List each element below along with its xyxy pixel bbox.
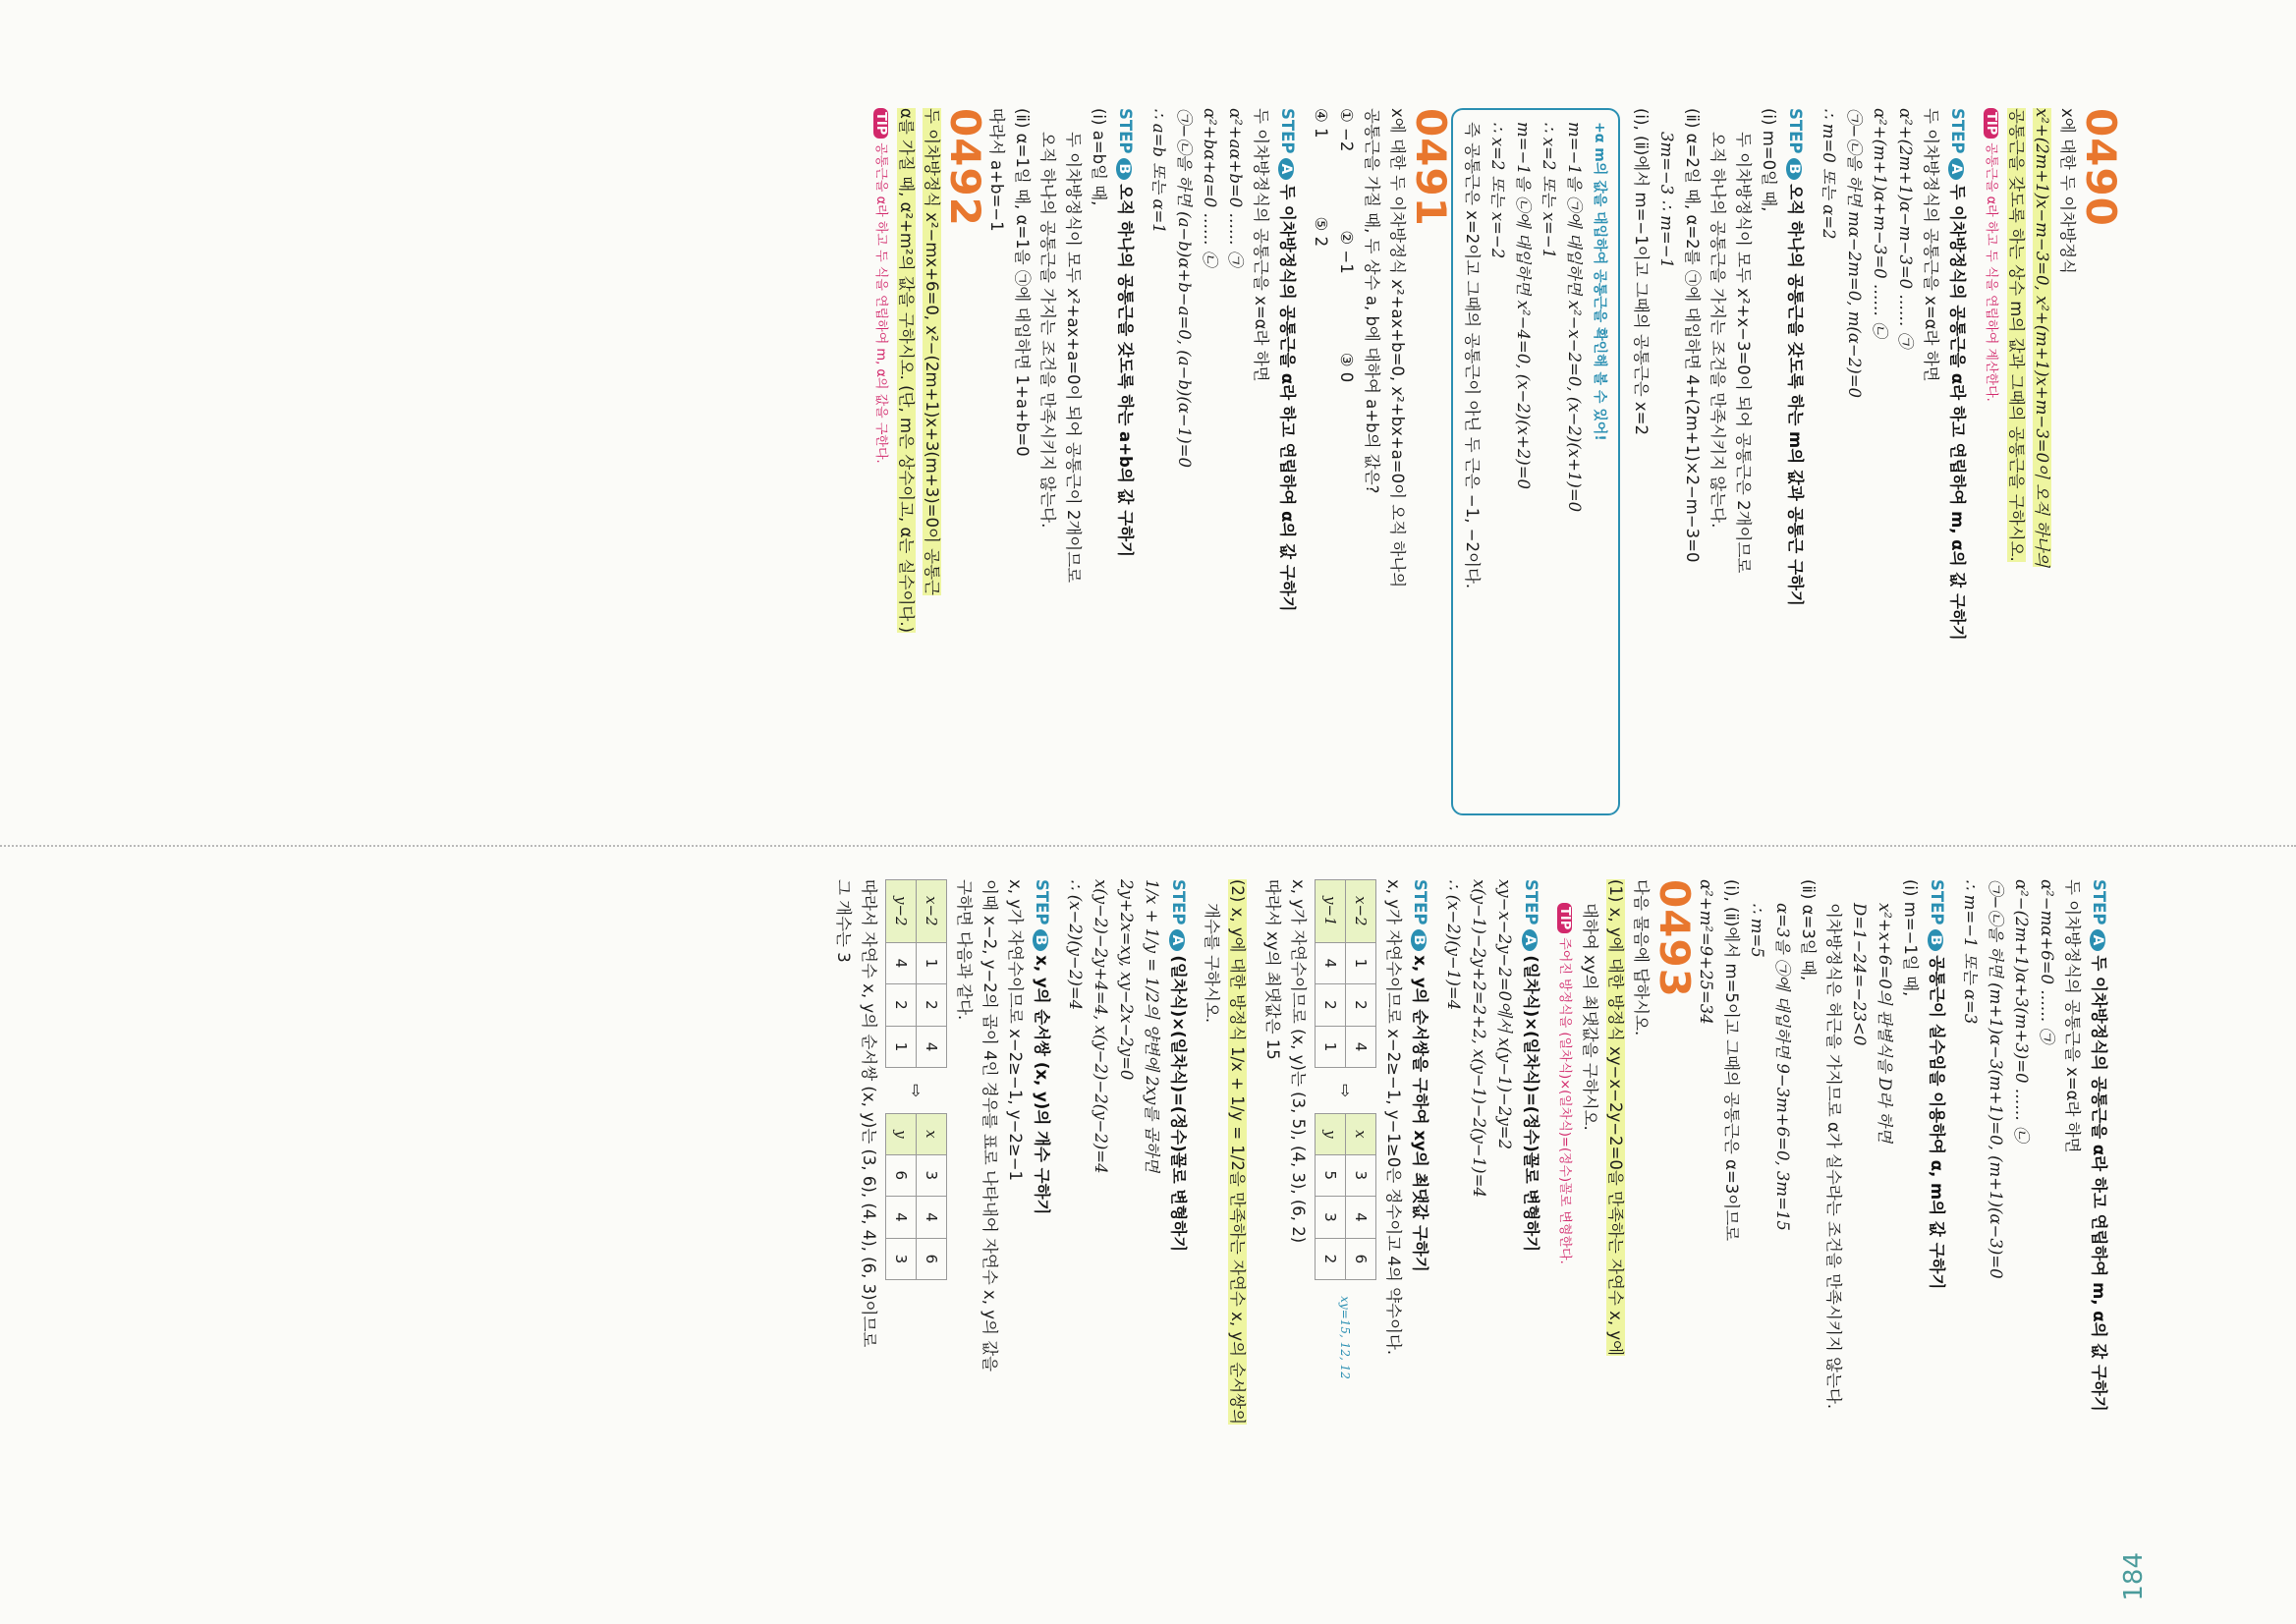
problem-text: x에 대한 두 이차방정식: [2058, 108, 2077, 274]
solution-line: 오직 하나의 공통근을 가지는 조건을 만족시키지 않는다.: [1038, 132, 1057, 529]
table-header: y: [886, 1114, 917, 1154]
value-table: [1315, 1113, 1376, 1280]
table-cell: 6: [886, 1154, 917, 1197]
arrow-icon: ⇨: [907, 1084, 926, 1098]
step-badge: B: [1786, 158, 1802, 181]
solution-line: (ⅰ) m=−1일 때,: [1901, 879, 1920, 997]
step-b-heading: [1406, 879, 1432, 1587]
table-cell: 2: [1316, 1238, 1346, 1280]
solution-line: (ⅰ) a=b일 때,: [1090, 108, 1108, 206]
solution-line: 오직 하나의 공통근을 가지는 조건을 만족시키지 않는다.: [1708, 132, 1727, 529]
equation-line: ∴ m=5: [1748, 903, 1766, 958]
equation-line: α²−(2m+1)α+3(m+3)=0 …… ㉡: [2012, 879, 2031, 1143]
choice: ⑤ 2: [1312, 216, 1330, 248]
problems-column-lower: [830, 879, 2119, 1587]
step-label: STEP: [1411, 879, 1429, 925]
equation-line: α²+(m+1)α+m−3=0 …… ㉡: [1871, 108, 1889, 338]
step-title: (일차식)×(일차식)=(정수)꼴로 변형하기: [1522, 955, 1540, 1253]
problem-text: x에 대한 두 이차방정식 x²+ax+b=0, x²+bx+a=0이 오직 하나의: [1388, 108, 1407, 588]
step-label: STEP: [1169, 879, 1188, 925]
equation-line: D=1−24=−23<0: [1850, 903, 1869, 1046]
step-b-heading: [1111, 108, 1138, 815]
table-cell: 4: [1316, 942, 1346, 984]
step-label: STEP: [1278, 108, 1297, 154]
problem-text: 공통근을 가질 때, 두 상수 a, b에 대하여 a+b의 값은?: [1363, 108, 1381, 494]
step-b-heading: [1028, 879, 1054, 1587]
solution-line: (ⅱ) α=2일 때, α=2를 ㉠에 대입하면 4+(2m+1)×2−m−3=0: [1683, 108, 1702, 563]
table-row: [1316, 880, 1346, 1068]
step-b-heading: [1923, 879, 1949, 1587]
problem-number-0492: 0492: [941, 108, 989, 227]
choice: ④ 1: [1312, 108, 1330, 139]
equation-line: x(y−2)−2y+4=4, x(y−2)−2(y−2)=4: [1092, 879, 1110, 1174]
equation-line: ∴ m=−1 또는 α=3: [1961, 879, 1980, 1025]
equation-line: ∴ (x−2)(y−1)=4: [1444, 879, 1463, 1011]
equation-line: x²+x+6=0의 판별식을 D라 하면: [1876, 903, 1894, 1144]
solution-line: x, y가 자연수이므로 x−2≥−1, y−1≥0은 정수이고 4의 약수이다.: [1384, 879, 1403, 1356]
table-cell: 3: [1346, 1154, 1376, 1197]
step-label: STEP: [1948, 108, 1967, 154]
box-line: m=−1을 ㉠에 대입하면 x²−x−2=0, (x−2)(x+1)=0: [1565, 122, 1584, 513]
table-cell: 3: [1316, 1197, 1346, 1239]
solution-line: 그 개수는 3: [834, 879, 853, 963]
table-header: x: [917, 1114, 947, 1154]
solution-line: (ⅱ) α=1일 때, α=1을 ㉠에 대입하면 1+a+b=0: [1013, 108, 1032, 457]
equation-line: 2y+2x=xy, xy−2x−2y=0: [1117, 879, 1136, 1081]
box-line: m=−1을 ㉡에 대입하면 x²−4=0, (x−2)(x+2)=0: [1514, 122, 1533, 490]
page-number: 184: [2119, 1552, 2149, 1601]
plus-alpha-icon: +α: [1592, 122, 1607, 143]
table-header: x−2: [1346, 880, 1376, 943]
step-badge: B: [1928, 929, 1943, 952]
step-a-heading: [1273, 108, 1300, 815]
equation-line: ∴ (x−2)(y−2)=4: [1066, 879, 1085, 1011]
answer-choices: [1308, 108, 1333, 815]
table-pair: [881, 879, 951, 1587]
problems-column-upper: [868, 108, 2125, 815]
table-cell: 2: [917, 984, 947, 1027]
step-b-heading: [1781, 108, 1808, 815]
choice: ③ 0: [1337, 352, 1356, 383]
equation-line: α²+aα+b=0 …… ㉠: [1226, 108, 1245, 267]
table-cell: 4: [917, 1197, 947, 1239]
tip-badge: TIP: [873, 108, 888, 139]
step-title: 두 이차방정식의 공통근을 α라 하고 연립하여 m, α의 값 구하기: [2090, 955, 2108, 1412]
tip-text: 주어진 방정식을 (일차식)×(일차식)=(정수)꼴로 변형한다.: [1557, 937, 1572, 1264]
solution-line: 따라서 xy의 최댓값은 15: [1263, 879, 1282, 1060]
step-badge: A: [2090, 929, 2105, 952]
tip-note: [1551, 879, 1577, 1587]
equation-line: ㉠−㉡을 하면 mα−2m=0, m(α−2)=0: [1845, 108, 1864, 399]
table-cell: 1: [1346, 942, 1376, 984]
table-row: [917, 880, 947, 1068]
table-cell: 4: [1346, 1197, 1376, 1239]
table-cell: 6: [917, 1238, 947, 1280]
step-title: 오직 하나의 공통근을 갖도록 하는 m의 값과 공통근 구하기: [1786, 184, 1805, 606]
tip-note: [1978, 108, 2003, 815]
equation-line: α²+m²=9+25=34: [1697, 879, 1715, 1025]
problem-text: 개수를 구하시오.: [1203, 903, 1221, 1024]
solution-line: 이때 x−2, y−2의 곱이 4인 경우를 표로 나타내어 자연수 x, y의 값을: [980, 879, 999, 1372]
solution-line: (ⅰ), (ⅱ)에서 m=−1이고 그때의 공통근은 x=2: [1632, 108, 1651, 435]
step-label: STEP: [1928, 879, 1946, 925]
solution-line: x, y가 자연수이므로 (x, y)는 (3, 5), (4, 3), (6, 2): [1289, 879, 1308, 1244]
step-label: STEP: [1522, 879, 1540, 925]
tip-note: [868, 108, 893, 815]
step-badge: B: [1411, 929, 1427, 952]
step-badge: A: [1948, 158, 1964, 181]
step-label: STEP: [1786, 108, 1805, 154]
solution-line: 따라서 자연수 x, y의 순서쌍 (x, y)는 (3, 6), (4, 4), (6, 3)이므로: [860, 879, 878, 1348]
table-row: [886, 880, 917, 1068]
tip-badge: TIP: [1557, 903, 1572, 933]
solution-line: 따라서 a+b=−1: [987, 108, 1006, 232]
equation-line: ∴ m=0 또는 α=2: [1820, 108, 1838, 240]
table-cell: 4: [886, 1197, 917, 1239]
box-line: 즉 공통근은 x=2이고 그때의 공통근이 아닌 두 근은 −1, −2이다.: [1463, 122, 1482, 589]
problem-text: (1) x, y에 대한 방정식 xy−x−2y−2=0을 만족하는 자연수 x, y에: [1606, 879, 1625, 1357]
factor-table: [885, 879, 947, 1068]
xy-note: xy=15, 12, 12: [1338, 1296, 1353, 1379]
step-title: x, y의 순서쌍 (x, y)의 개수 구하기: [1033, 955, 1051, 1215]
table-cell: 4: [917, 1026, 947, 1068]
table-row: [917, 1114, 947, 1280]
table-row: [1316, 1114, 1346, 1280]
equation-line: α²−mα+6=0 …… ㉠: [2038, 879, 2056, 1044]
step-a-heading: [1164, 879, 1191, 1587]
table-header: x: [1346, 1114, 1376, 1154]
equation-line: ㉠−㉡을 하면 (m+1)α−3(m+1)=0, (m+1)(α−3)=0: [1987, 879, 2005, 1279]
table-header: y−1: [1316, 880, 1346, 943]
step-a-heading: [2085, 879, 2111, 1587]
problem-number-0490: 0490: [2077, 108, 2125, 227]
tip-text: 공통근을 α라 하고 두 식을 연립하여 계산한다.: [1984, 142, 1998, 402]
tip-badge: TIP: [1984, 108, 1998, 139]
solution-line: 구하면 다음과 같다.: [955, 879, 974, 1021]
table-cell: 5: [1316, 1154, 1346, 1197]
step-title: 오직 하나의 공통근을 갖도록 하는 a+b의 값 구하기: [1116, 184, 1135, 558]
problem-text: x²+(2m+1)x−m−3=0, x²+(m+1)x+m−3=0이 오직 하나의: [2033, 108, 2051, 568]
solution-line: x, y가 자연수이므로 x−2≥−1, y−2≥−1: [1006, 879, 1025, 1182]
equation-line: ㉠−㉡을 하면 (a−b)α+b−a=0, (a−b)(α−1)=0: [1175, 108, 1194, 468]
problem-text: 공통근을 갖도록 하는 상수 m의 값과 그때의 공통근을 구하시오.: [2007, 108, 2026, 562]
table-row: [1346, 880, 1376, 1068]
step-title: 두 이차방정식의 공통근을 α라 하고 연립하여 α의 값 구하기: [1278, 184, 1297, 612]
equation-line: x(y−1)−2y+2=2+2, x(y−1)−2(y−1)=4: [1470, 879, 1488, 1198]
equation-line: xy−x−2y−2=0에서 x(y−1)−2y=2: [1495, 879, 1514, 1149]
box-line: ∴ x=2 또는 x=−2: [1488, 122, 1507, 259]
solution-line: 두 이차방정식의 공통근을 x=α라 하면: [1922, 108, 1940, 382]
equation-line: ∴ a=b 또는 α=1: [1149, 108, 1168, 234]
step-label: STEP: [2090, 879, 2108, 925]
solution-line: 두 이차방정식이 모두 x²+ax+a=0이 되어 공통근이 2개이므로: [1064, 132, 1083, 584]
table-header: y: [1316, 1114, 1346, 1154]
box-line: ∴ x=2 또는 x=−1: [1540, 122, 1558, 259]
equation-line: 3m=−3 ∴ m=−1: [1657, 132, 1676, 269]
column-divider: [0, 845, 2296, 850]
step-label: STEP: [1116, 108, 1135, 154]
equation-line: α=3을 ㉠에 대입하면 9−3m+6=0, 3m=15: [1773, 903, 1792, 1231]
solution-line: 두 이차방정식이 모두 x²+x−3=0이 되어 공통근은 2개이므로: [1734, 132, 1753, 574]
problem-text: α를 가질 때, α²+m²의 값을 구하시오. (단, m은 상수이고, α는 실수이다.): [897, 108, 916, 634]
solution-line: 이차방정식은 허근을 가지므로 α가 실수라는 조건을 만족시키지 않는다.: [1824, 903, 1843, 1410]
table-cell: 1: [1316, 1026, 1346, 1068]
plus-alpha-box: [1451, 108, 1620, 815]
problem-text: 대하여 xy의 최댓값을 구하시오.: [1581, 903, 1599, 1131]
step-badge: A: [1169, 929, 1185, 952]
problem-text: 두 이차방정식 x²−mx+6=0, x²−(2m+1)x+3(m+3)=0이 공통근: [923, 108, 941, 595]
solution-line: (ⅱ) α=3일 때,: [1799, 879, 1818, 981]
table-cell: 2: [1316, 984, 1346, 1027]
step-badge: B: [1116, 158, 1132, 181]
choice: ① −2: [1337, 108, 1356, 152]
problem-number-0493: 0493: [1651, 879, 1699, 998]
step-title: 공통근이 실수임을 이용하여 α, m의 값 구하기: [1928, 955, 1946, 1290]
problem-number-0491: 0491: [1407, 108, 1455, 227]
table-cell: 4: [886, 942, 917, 984]
equation-line: 1/x + 1/y = 1/2의 양변에 2xy를 곱하면: [1143, 879, 1161, 1173]
step-title: (일차식)×(일차식)=(정수)꼴로 변형하기: [1169, 955, 1188, 1253]
table-header: x−2: [917, 880, 947, 943]
solution-line: 두 이차방정식의 공통근을 x=α라 하면: [1252, 108, 1270, 382]
table-cell: 2: [1346, 984, 1376, 1027]
equation-line: α²+bα+a=0 …… ㉡: [1201, 108, 1219, 267]
problem-text: 다음 물음에 답하시오.: [1632, 879, 1651, 1036]
table-row: [1346, 1114, 1376, 1280]
box-title: m의 값을 대입하여 공통근을 확인해 볼 수 있어!: [1592, 147, 1607, 441]
solution-line: (ⅰ) m=0일 때,: [1760, 108, 1778, 212]
table-cell: 3: [917, 1154, 947, 1197]
choice: ② −1: [1337, 230, 1356, 274]
step-title: 두 이차방정식의 공통근을 α라 하고 연립하여 m, α의 값 구하기: [1948, 184, 1967, 641]
tip-text: 공통근을 α라 하고 두 식을 연립하여 m, α의 값을 구한다.: [873, 142, 888, 464]
step-title: x, y의 순서쌍을 구하여 xy의 최댓값 구하기: [1411, 955, 1429, 1272]
step-a-heading: [1517, 879, 1543, 1587]
answer-choices: [1333, 108, 1359, 815]
step-label: STEP: [1033, 879, 1051, 925]
table-header: y−2: [886, 880, 917, 943]
equation-line: α²+(2m+1)α−m−3=0 …… ㉠: [1896, 108, 1915, 349]
table-cell: 6: [1346, 1238, 1376, 1280]
table-cell: 1: [886, 1026, 917, 1068]
table-cell: 3: [886, 1238, 917, 1280]
solution-line: 두 이차방정식의 공통근을 x=α라 하면: [2063, 879, 2082, 1153]
step-badge: A: [1522, 929, 1538, 952]
table-cell: 2: [886, 984, 917, 1027]
table-pair: [1311, 879, 1380, 1587]
arrow-icon: ⇨: [1336, 1084, 1356, 1098]
factor-table: [1315, 879, 1376, 1068]
table-cell: 1: [917, 942, 947, 984]
value-table: [885, 1113, 947, 1280]
solution-line: (ⅰ), (ⅱ)에서 m=5이고 그때의 공통근은 α=3이므로: [1722, 879, 1741, 1242]
step-badge: A: [1278, 158, 1294, 181]
table-row: [886, 1114, 917, 1280]
step-a-heading: [1943, 108, 1970, 815]
problem-text: (2) x, y에 대한 방정식 1/x + 1/y = 1/2을 만족하는 자연수 x, y의 순서쌍의: [1228, 879, 1247, 1426]
box-heading: [1587, 122, 1612, 802]
step-badge: B: [1033, 929, 1048, 952]
table-cell: 4: [1346, 1026, 1376, 1068]
